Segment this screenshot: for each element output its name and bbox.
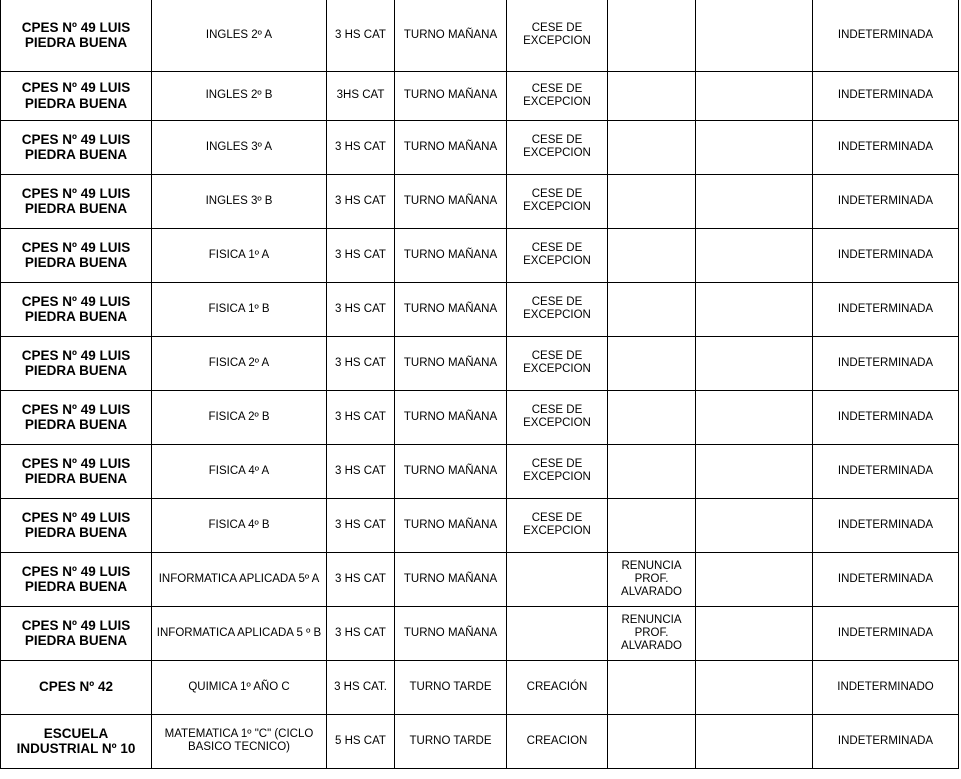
subject-cell: INFORMATICA APLICADA 5 º B	[152, 606, 327, 660]
subject-cell: QUIMICA 1º AÑO C	[152, 660, 327, 714]
extra-cell	[696, 444, 813, 498]
table-row	[1, 714, 959, 768]
hours-cell: 3 HS CAT	[327, 120, 395, 174]
table-row	[1, 282, 959, 336]
table-row	[1, 0, 959, 71]
subject-cell: INGLES 2º A	[152, 0, 327, 71]
extra-cell	[696, 336, 813, 390]
shift-cell: TURNO MAÑANA	[395, 0, 507, 71]
extra-cell	[696, 228, 813, 282]
table-row	[1, 444, 959, 498]
shift-cell: TURNO MAÑANA	[395, 174, 507, 228]
table-row	[1, 498, 959, 552]
subject-cell: FISICA 4º B	[152, 498, 327, 552]
subject-cell: MATEMATICA 1º "C" (CICLO BASICO TECNICO)	[152, 714, 327, 768]
table-row	[1, 606, 959, 660]
extra-cell	[696, 174, 813, 228]
extra-cell	[696, 552, 813, 606]
table-row	[1, 174, 959, 228]
reason-cell: CESE DE EXCEPCION	[507, 0, 608, 71]
reason-cell	[507, 552, 608, 606]
school-cell: CPES Nº 49 LUIS PIEDRA BUENA	[1, 0, 152, 71]
school-cell: CPES Nº 49 LUIS PIEDRA BUENA	[1, 606, 152, 660]
school-cell: CPES Nº 49 LUIS PIEDRA BUENA	[1, 228, 152, 282]
status-cell: INDETERMINADA	[813, 444, 959, 498]
status-cell: INDETERMINADA	[813, 282, 959, 336]
shift-cell: TURNO MAÑANA	[395, 606, 507, 660]
hours-cell: 3 HS CAT	[327, 444, 395, 498]
school-cell: CPES Nº 49 LUIS PIEDRA BUENA	[1, 71, 152, 120]
note-cell	[608, 282, 696, 336]
school-cell: CPES Nº 49 LUIS PIEDRA BUENA	[1, 498, 152, 552]
table-row	[1, 336, 959, 390]
subject-cell: FISICA 1º B	[152, 282, 327, 336]
note-cell	[608, 174, 696, 228]
reason-cell: CESE DE EXCEPCION	[507, 498, 608, 552]
school-cell: CPES Nº 49 LUIS PIEDRA BUENA	[1, 120, 152, 174]
shift-cell: TURNO MAÑANA	[395, 336, 507, 390]
table-row	[1, 390, 959, 444]
status-cell: INDETERMINADA	[813, 390, 959, 444]
status-cell: INDETERMINADA	[813, 71, 959, 120]
table-body	[1, 0, 959, 768]
reason-cell	[507, 606, 608, 660]
hours-cell: 3 HS CAT	[327, 174, 395, 228]
reason-cell: CESE DE EXCEPCION	[507, 174, 608, 228]
reason-cell: CESE DE EXCEPCION	[507, 444, 608, 498]
status-cell: INDETERMINADA	[813, 228, 959, 282]
hours-cell: 5 HS CAT	[327, 714, 395, 768]
subject-cell: INGLES 3º A	[152, 120, 327, 174]
note-cell	[608, 120, 696, 174]
extra-cell	[696, 390, 813, 444]
reason-cell: CESE DE EXCEPCION	[507, 71, 608, 120]
status-cell: INDETERMINADA	[813, 714, 959, 768]
subject-cell: INGLES 2º B	[152, 71, 327, 120]
hours-cell: 3 HS CAT	[327, 0, 395, 71]
status-cell: INDETERMINADA	[813, 552, 959, 606]
status-cell: INDETERMINADA	[813, 606, 959, 660]
note-cell	[608, 660, 696, 714]
extra-cell	[696, 71, 813, 120]
hours-cell: 3 HS CAT	[327, 336, 395, 390]
shift-cell: TURNO MAÑANA	[395, 228, 507, 282]
hours-cell: 3 HS CAT	[327, 390, 395, 444]
shift-cell: TURNO MAÑANA	[395, 498, 507, 552]
extra-cell	[696, 120, 813, 174]
subject-cell: INFORMATICA APLICADA 5º A	[152, 552, 327, 606]
note-cell: RENUNCIA PROF. ALVARADO	[608, 552, 696, 606]
status-cell: INDETERMINADA	[813, 174, 959, 228]
school-cell: CPES Nº 49 LUIS PIEDRA BUENA	[1, 282, 152, 336]
extra-cell	[696, 498, 813, 552]
extra-cell	[696, 606, 813, 660]
shift-cell: TURNO MAÑANA	[395, 552, 507, 606]
hours-cell: 3 HS CAT	[327, 606, 395, 660]
school-cell: CPES Nº 49 LUIS PIEDRA BUENA	[1, 552, 152, 606]
table-row	[1, 660, 959, 714]
table-row	[1, 228, 959, 282]
shift-cell: TURNO MAÑANA	[395, 71, 507, 120]
shift-cell: TURNO MAÑANA	[395, 444, 507, 498]
shift-cell: TURNO TARDE	[395, 714, 507, 768]
school-cell: CPES Nº 49 LUIS PIEDRA BUENA	[1, 444, 152, 498]
hours-cell: 3 HS CAT	[327, 552, 395, 606]
hours-cell: 3 HS CAT	[327, 282, 395, 336]
reason-cell: CESE DE EXCEPCION	[507, 390, 608, 444]
shift-cell: TURNO MAÑANA	[395, 282, 507, 336]
table-row	[1, 71, 959, 120]
note-cell: RENUNCIA PROF. ALVARADO	[608, 606, 696, 660]
reason-cell: CESE DE EXCEPCION	[507, 228, 608, 282]
status-cell: INDETERMINADA	[813, 120, 959, 174]
reason-cell: CREACIÓN	[507, 660, 608, 714]
subject-cell: INGLES 3º B	[152, 174, 327, 228]
note-cell	[608, 444, 696, 498]
table-row	[1, 552, 959, 606]
reason-cell: CESE DE EXCEPCION	[507, 336, 608, 390]
school-cell: CPES Nº 42	[1, 660, 152, 714]
subject-cell: FISICA 4º A	[152, 444, 327, 498]
shift-cell: TURNO TARDE	[395, 660, 507, 714]
hours-cell: 3 HS CAT	[327, 228, 395, 282]
status-cell: INDETERMINADO	[813, 660, 959, 714]
subject-cell: FISICA 2º B	[152, 390, 327, 444]
shift-cell: TURNO MAÑANA	[395, 120, 507, 174]
subject-cell: FISICA 2º A	[152, 336, 327, 390]
note-cell	[608, 714, 696, 768]
extra-cell	[696, 660, 813, 714]
extra-cell	[696, 714, 813, 768]
shift-cell: TURNO MAÑANA	[395, 390, 507, 444]
note-cell	[608, 228, 696, 282]
note-cell	[608, 390, 696, 444]
hours-cell: 3 HS CAT	[327, 498, 395, 552]
school-cell: CPES Nº 49 LUIS PIEDRA BUENA	[1, 336, 152, 390]
reason-cell: CREACION	[507, 714, 608, 768]
hours-cell: 3HS CAT	[327, 71, 395, 120]
extra-cell	[696, 0, 813, 71]
note-cell	[608, 498, 696, 552]
reason-cell: CESE DE EXCEPCION	[507, 282, 608, 336]
school-cell: CPES Nº 49 LUIS PIEDRA BUENA	[1, 174, 152, 228]
school-cell: ESCUELA INDUSTRIAL Nº 10	[1, 714, 152, 768]
extra-cell	[696, 282, 813, 336]
school-cell: CPES Nº 49 LUIS PIEDRA BUENA	[1, 390, 152, 444]
note-cell	[608, 336, 696, 390]
subject-cell: FISICA 1º A	[152, 228, 327, 282]
note-cell	[608, 71, 696, 120]
table-row	[1, 120, 959, 174]
note-cell	[608, 0, 696, 71]
status-cell: INDETERMINADA	[813, 336, 959, 390]
status-cell: INDETERMINADA	[813, 498, 959, 552]
hours-cell: 3 HS CAT.	[327, 660, 395, 714]
status-cell: INDETERMINADA	[813, 0, 959, 71]
reason-cell: CESE DE EXCEPCION	[507, 120, 608, 174]
